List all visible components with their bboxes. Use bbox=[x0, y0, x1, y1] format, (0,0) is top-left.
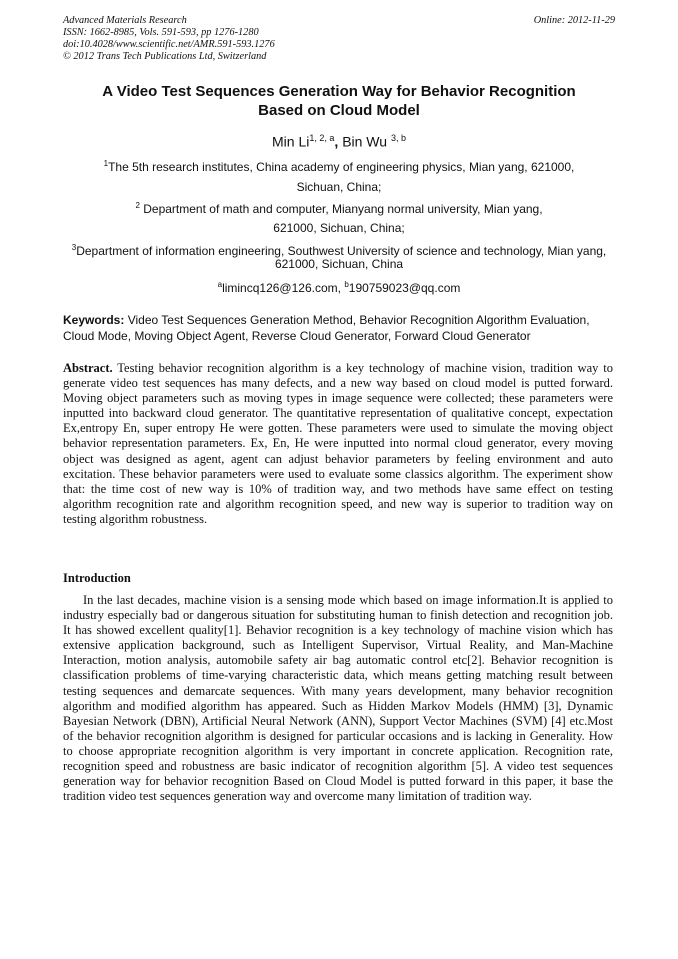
affiliation-3-sup: 3 bbox=[71, 243, 77, 252]
author-2-name: Bin Wu bbox=[342, 133, 388, 150]
title-line-2: Based on Cloud Model bbox=[258, 102, 420, 119]
email-a-sup: a bbox=[217, 280, 223, 289]
journal-header bbox=[63, 15, 615, 63]
journal-name: Advanced Materials Research bbox=[63, 15, 187, 26]
affiliation-1-sup: 1 bbox=[103, 159, 109, 168]
paper-title bbox=[63, 82, 615, 120]
affiliation-2-text: Department of math and computer, Mianyang normal university, Mian yang, bbox=[139, 202, 543, 216]
abstract-label: Abstract. bbox=[63, 361, 113, 375]
copyright-line: © 2012 Trans Tech Publications Ltd, Switzerland bbox=[63, 51, 267, 62]
email-b: 190759023@qq.com bbox=[348, 281, 461, 295]
title-line-1: A Video Test Sequences Generation Way for Behavior Recognition bbox=[102, 83, 576, 100]
keywords bbox=[63, 312, 615, 344]
affiliation-1-text: The 5th research institutes, China academy of engineering physics, Mian yang, 621000, bbox=[108, 160, 575, 174]
abstract-text: Testing behavior recognition algorithm is a key technology of machine vision, tradition way to generate video test sequences has many defects, and a new way based on cloud model is putted forward. Moving object parameters such as moving types in image sequence were collected; these parameters were inputted into backward cloud generator. The quantitative representation of qualitative concept, expectation Ex,entropy En, super entropy He were gotten. These parameters were used to simulate the moving object behavior representation parameters. Ex, En, He were inputted into normal cloud generator, every moving object was designed as agent, agent can adjust behavior parameters by feeling environment and auto excitation. These behavior parameters were used to evaluate some classics algorithm. The experiment show that: the time cost of new way is 10% of tradition way, and two methods have same effect on testing algorithm recognition rate and algorithm recognition speed, and new way is superior to tradition way on testing algorithm robustness. bbox=[63, 361, 613, 526]
author-1-sup: 1, 2, a bbox=[309, 133, 335, 143]
affiliation-2-line-2: 621000, Sichuan, China; bbox=[273, 221, 405, 235]
author-line bbox=[63, 129, 615, 151]
email-line bbox=[63, 277, 615, 296]
online-date: Online: 2012-11-29 bbox=[533, 15, 615, 26]
author-1-name: Min Li bbox=[272, 133, 310, 150]
keywords-label: Keywords: bbox=[63, 313, 125, 327]
affiliation-2-sup: 2 bbox=[135, 201, 140, 210]
affiliation-2-line-1 bbox=[63, 198, 615, 217]
issn-line: ISSN: 1662-8985, Vols. 591-593, pp 1276-1280 bbox=[63, 27, 259, 38]
author-2-sup: 3, b bbox=[390, 133, 406, 143]
email-b-sup: b bbox=[344, 280, 349, 289]
email-a: limincq126@126.com, bbox=[222, 281, 345, 295]
affiliation-1-line-1 bbox=[63, 156, 615, 175]
affiliation-1-line-2: Sichuan, China; bbox=[296, 180, 382, 194]
keywords-text: Video Test Sequences Generation Method, Behavior Recognition Algorithm Evaluation, Cloud Mode, Moving Object Agent, Reverse Cloud Generator, Forward Cloud Generator bbox=[63, 313, 590, 343]
affiliation-3-text: Department of information engineering, Southwest University of science and technology, Mian yang, bbox=[76, 244, 607, 258]
affiliation-3-line-2: 621000, Sichuan, China bbox=[274, 257, 404, 271]
section-heading-introduction: Introduction bbox=[63, 571, 131, 585]
doi-line: doi:10.4028/www.scientific.net/AMR.591-593.1276 bbox=[63, 39, 275, 50]
introduction-paragraph: In the last decades, machine vision is a sensing mode which based on image information.It is applied to industry especially bad or dangerous situation for substituting human to finish detection and recognition job. It has showed excellent quality[1]. Behavior recognition is a key technology of machine vision which has extensive application background, such as Intelligent Supervisor, Virtual Reality, and Man-Machine Interaction, motion analysis, automobile safety air bag automatic control etc[2]. Behavior recognition is classification problems of time-varying characteristic data, which means getting matching result between testing sequences and demarcate sequences. With many years development, many behavior recognition algorithm and modified algorithm has appeared. Such as Hidden Markov Models (HMM) [3], Dynamic Bayesian Network (DBN), Artificial Neural Network (ANN), Support Vector Machines (SVM) [4] etc.Most of the behavior recognition algorithm is designed for particular occasions and is lacking in Generality. How to choose appropriate recognition algorithm is very important in concrete application. Recognition rate, recognition speed and robustness are basic indicator of recognition algorithm [5]. A video test sequences generation way for behavior recognition Based on Cloud Model is putted forward in this paper, it base the tradition video test sequences generation way and overcome many limitation of tradition way. bbox=[63, 593, 613, 804]
abstract bbox=[63, 361, 613, 527]
author-separator: , bbox=[334, 133, 343, 150]
